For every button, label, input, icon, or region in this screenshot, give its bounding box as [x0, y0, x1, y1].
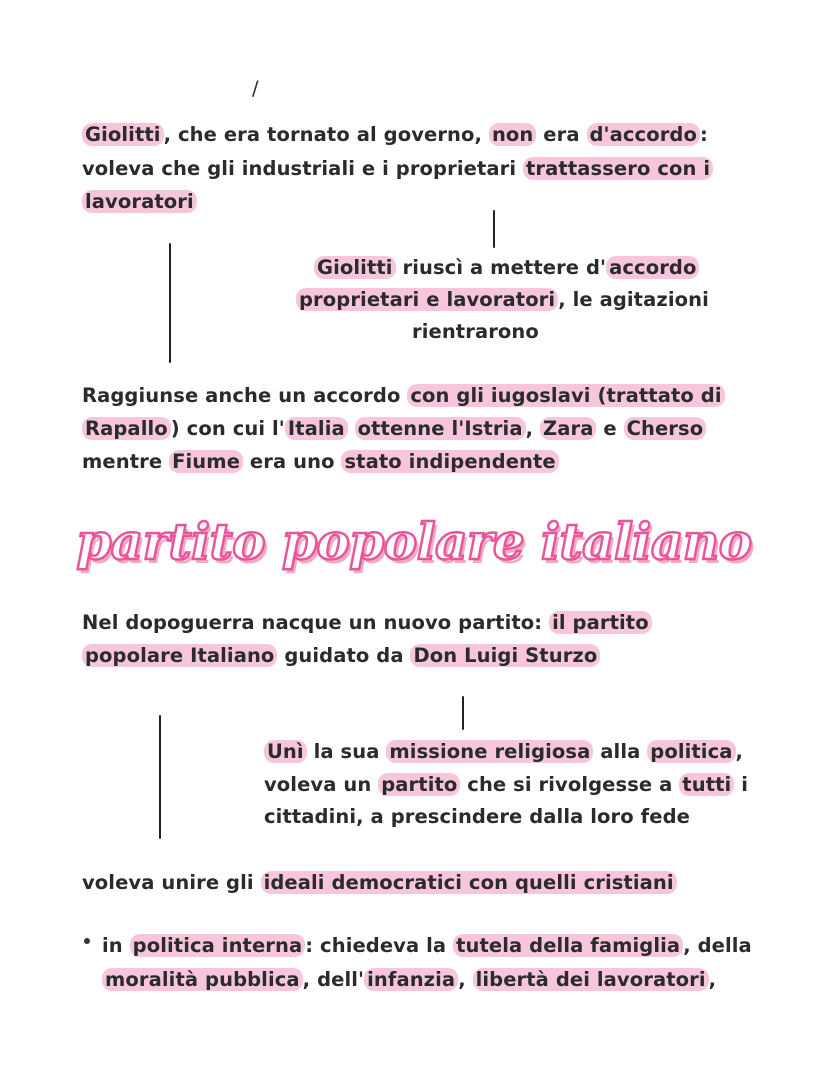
text: voleva un	[264, 773, 379, 796]
text: rientrarono	[412, 320, 539, 343]
highlighted-text: Cherso	[624, 417, 707, 440]
text: e	[596, 417, 624, 440]
highlighted-text: con gli iugoslavi (trattato di	[407, 384, 724, 407]
highlighted-text: missione religiosa	[386, 740, 593, 763]
highlighted-text: proprietari e lavoratori	[296, 288, 558, 311]
paragraph3-line2	[82, 641, 600, 671]
text: : chiedeva la	[305, 934, 454, 957]
side-rule	[169, 243, 171, 363]
box1-line3	[412, 317, 539, 347]
box2-line1	[264, 737, 743, 767]
highlighted-text: Unì	[264, 740, 307, 763]
text: alla	[593, 740, 648, 763]
text: era uno	[243, 450, 342, 473]
highlighted-text: popolare Italiano	[82, 644, 277, 667]
side-rule	[159, 715, 161, 839]
highlighted-text: il partito	[549, 611, 652, 634]
text: ,	[708, 968, 717, 991]
text: i	[734, 773, 749, 796]
bullet-dot-icon	[84, 938, 90, 944]
text: ) con cui l'	[170, 417, 285, 440]
highlighted-text: accordo	[606, 256, 699, 279]
box1-line2	[296, 285, 709, 315]
highlighted-text: trattassero con i	[523, 157, 713, 180]
text: Nel dopoguerra nacque un nuovo partito:	[82, 611, 550, 634]
paragraph3-line1	[82, 608, 652, 638]
highlighted-text: ideali democratici con quelli cristiani	[261, 871, 677, 894]
highlighted-text: politica interna	[130, 934, 306, 957]
box2-line2	[264, 770, 748, 800]
highlighted-text: stato indipendente	[341, 450, 558, 473]
highlighted-text: libertà dei lavoratori	[473, 968, 709, 991]
text: era	[536, 123, 587, 146]
highlighted-text: tutti	[679, 773, 734, 796]
text: , che era tornato al governo,	[163, 123, 489, 146]
highlighted-text: Rapallo	[82, 417, 171, 440]
text: la sua	[306, 740, 387, 763]
highlighted-text: lavoratori	[82, 190, 197, 213]
bullet1-line1	[102, 931, 752, 961]
paragraph4-line1	[82, 868, 677, 898]
highlighted-text: politica	[647, 740, 735, 763]
paragraph2-line2	[82, 414, 706, 444]
text: mentre	[82, 450, 170, 473]
highlighted-text: Giolitti	[314, 256, 396, 279]
text: Raggiunse anche un accordo	[82, 384, 408, 407]
text: :	[699, 123, 708, 146]
highlighted-text: tutela della famiglia	[453, 934, 683, 957]
box2-line3	[264, 802, 690, 832]
connector-line	[462, 696, 464, 730]
text: cittadini, a prescindere dalla loro fede	[264, 805, 690, 828]
highlighted-text: ottenne l'Istria	[355, 417, 526, 440]
highlighted-text: moralità pubblica	[102, 968, 303, 991]
text: , della	[683, 934, 752, 957]
text: ,	[735, 740, 744, 763]
paragraph1-line2	[82, 154, 713, 184]
text: voleva unire gli	[82, 871, 261, 894]
highlighted-text: Italia	[285, 417, 348, 440]
text: in	[102, 934, 130, 957]
text: , le agitazioni	[558, 288, 709, 311]
section-title: partito popolare italiano	[76, 512, 752, 571]
text: voleva che gli industriali e i proprietari	[82, 157, 524, 180]
paragraph2-line3	[82, 447, 559, 477]
text	[348, 417, 355, 440]
highlighted-text: partito	[378, 773, 460, 796]
paragraph2-line1	[82, 381, 725, 411]
text: ,	[525, 417, 540, 440]
text: ,	[458, 968, 473, 991]
highlighted-text: d'accordo	[587, 123, 700, 146]
highlighted-text: Don Luigi Sturzo	[410, 644, 600, 667]
text: che si rivolgesse a	[460, 773, 680, 796]
paragraph1-line3	[82, 187, 197, 217]
highlighted-text: Zara	[540, 417, 596, 440]
text: riuscì a mettere d'	[395, 256, 607, 279]
bullet1-line2	[102, 965, 716, 995]
highlighted-text: infanzia	[364, 968, 458, 991]
connector-line	[493, 210, 495, 248]
paragraph1-line1	[82, 120, 708, 150]
top-mark: /	[252, 77, 259, 100]
highlighted-text: Giolitti	[82, 123, 164, 146]
text: , dell'	[302, 968, 365, 991]
highlighted-text: non	[489, 123, 536, 146]
highlighted-text: Fiume	[169, 450, 243, 473]
text: guidato da	[277, 644, 411, 667]
box1-line1	[314, 253, 699, 283]
